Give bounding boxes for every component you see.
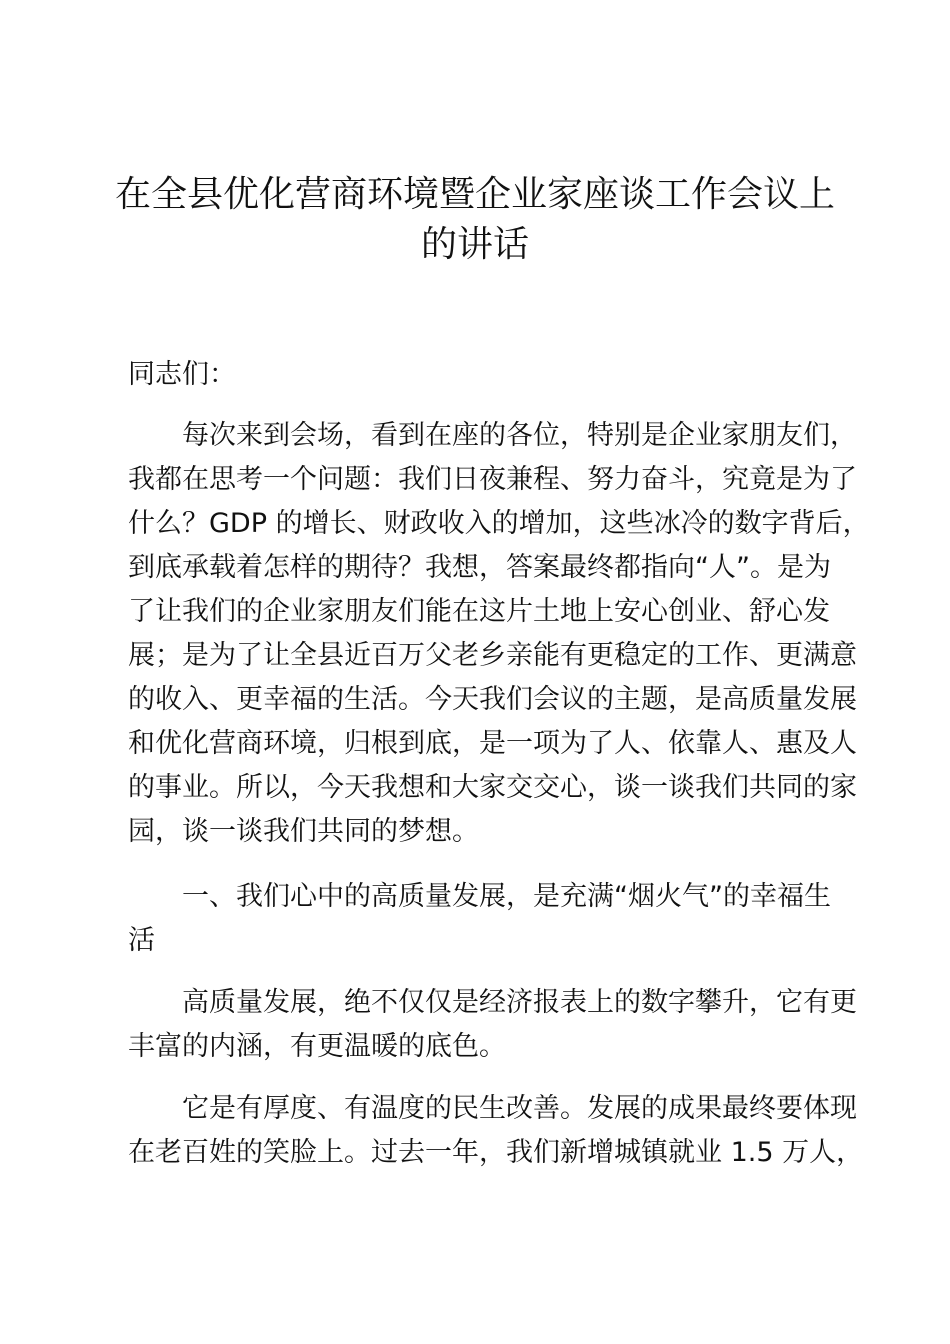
text-line: 的收入、更幸福的生活。今天我们会议的主题，是高质量发展 [128, 684, 857, 715]
text-line: 一、我们心中的高质量发展，是充满“烟火气”的幸福生 [182, 881, 831, 912]
salutation: 同志们： [128, 359, 236, 390]
text-line: 到底承载着怎样的期待？我想，答案最终都指向“人”。是为 [128, 552, 831, 583]
text-line: 在老百姓的笑脸上。过去一年，我们新增城镇就业 1.5 万人， [128, 1137, 864, 1168]
title-line: 在全县优化营商环境暨企业家座谈工作会议上 [114, 174, 835, 215]
text-line: 的事业。所以，今天我想和大家交交心，谈一谈我们共同的家 [128, 772, 857, 803]
title-line: 的讲话 [420, 224, 529, 265]
text-line: 我都在思考一个问题：我们日夜兼程、努力奋斗，究竟是为了 [128, 464, 857, 495]
text-line: 高质量发展，绝不仅仅是经济报表上的数字攀升，它有更 [182, 987, 857, 1018]
text-line: 展；是为了让全县近百万父老乡亲能有更稳定的工作、更满意 [128, 640, 857, 671]
text-line: 每次来到会场，看到在座的各位，特别是企业家朋友们， [182, 420, 857, 451]
text-line: 什么？GDP 的增长、财政收入的增加，这些冰冷的数字背后， [128, 508, 870, 539]
text-line: 丰富的内涵，有更温暖的底色。 [128, 1031, 506, 1062]
text-line: 园，谈一谈我们共同的梦想。 [128, 816, 479, 847]
text-line: 活 [128, 925, 155, 956]
text-line: 了让我们的企业家朋友们能在这片土地上安心创业、舒心发 [128, 596, 830, 627]
text-line: 和优化营商环境，归根到底，是一项为了人、依靠人、惠及人 [128, 728, 857, 759]
text-line: 它是有厚度、有温度的民生改善。发展的成果最终要体现 [182, 1093, 857, 1124]
